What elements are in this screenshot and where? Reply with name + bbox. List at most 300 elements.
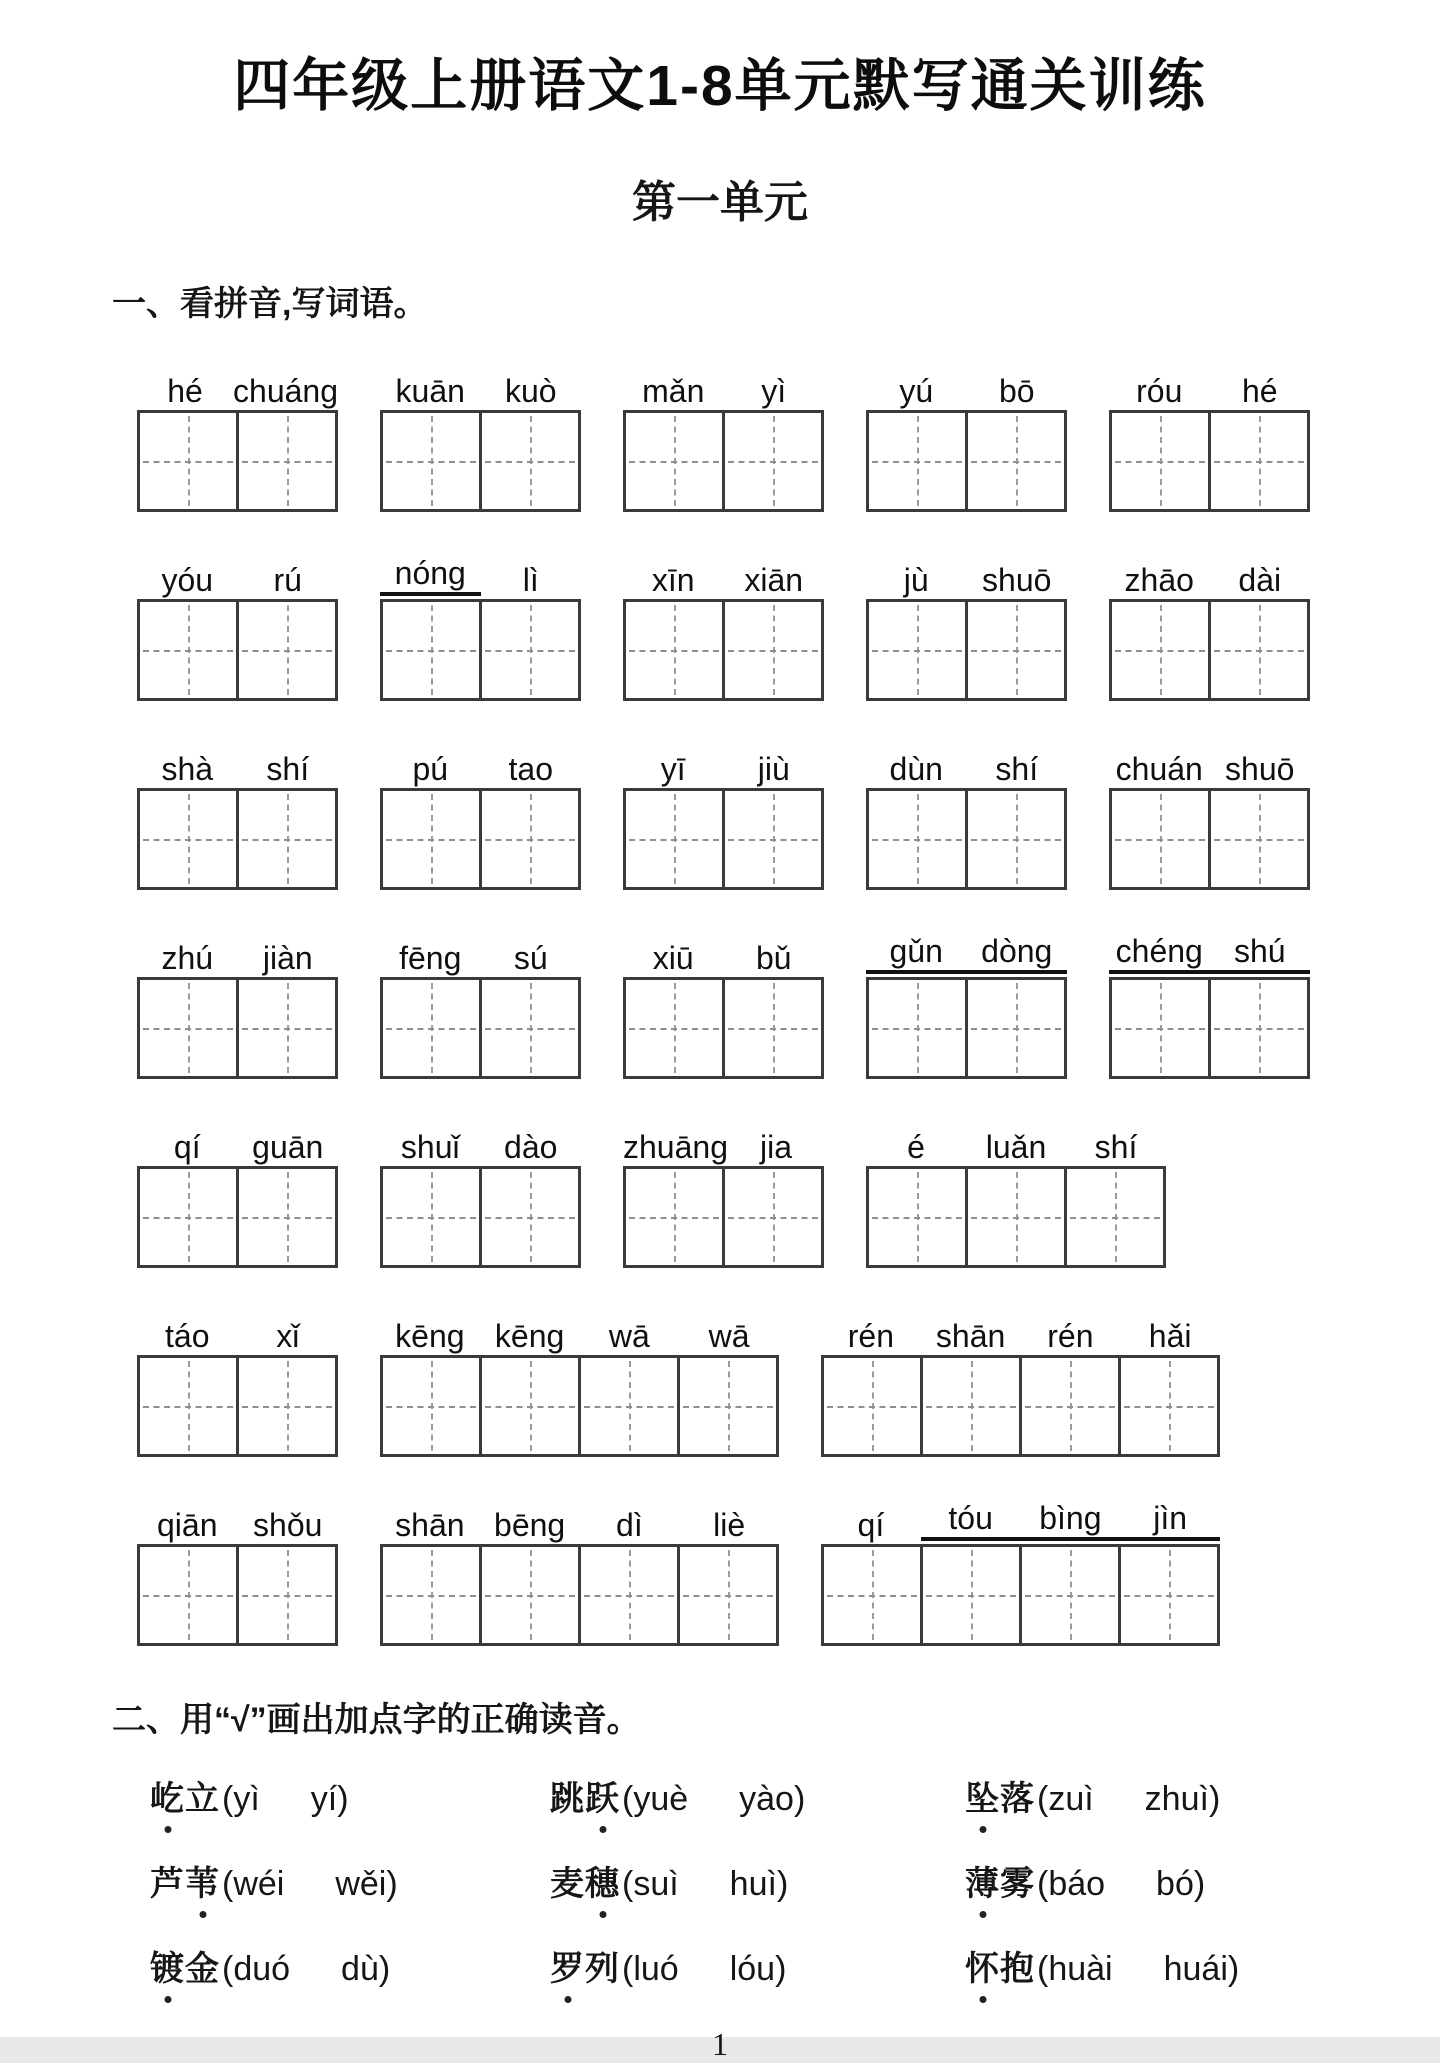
writing-box[interactable] <box>1112 791 1208 887</box>
pinyin-syllable: guān <box>252 1129 324 1165</box>
box-centerline-horizontal <box>728 839 818 841</box>
pinyin-line <box>1109 359 1310 410</box>
box-centerline-horizontal <box>1025 1595 1115 1597</box>
box-centerline-horizontal <box>872 1028 962 1030</box>
pinyin-line <box>821 1304 1220 1355</box>
pinyin-syllable: liè <box>713 1507 746 1543</box>
pinyin-syllable: yú <box>899 373 934 409</box>
box-centerline-horizontal <box>1115 839 1205 841</box>
box-centerline-horizontal <box>242 1028 332 1030</box>
dotted-character: 镀 <box>150 1941 185 1990</box>
writing-box[interactable] <box>920 1547 1019 1643</box>
pinyin-syllable: bìng <box>1021 1502 1121 1541</box>
pinyin-syllable: jù <box>903 562 929 598</box>
writing-box[interactable] <box>722 602 821 698</box>
box-centerline-horizontal <box>629 1217 719 1219</box>
box-centerline-horizontal <box>242 650 332 652</box>
pinyin-writing-grid <box>0 359 1440 1646</box>
writing-box[interactable] <box>140 980 236 1076</box>
writing-box[interactable] <box>383 1169 479 1265</box>
writing-box[interactable] <box>578 1547 677 1643</box>
word-group <box>623 1115 824 1268</box>
writing-box[interactable] <box>578 1358 677 1454</box>
pinyin-syllable: jiàn <box>262 940 313 976</box>
box-centerline-horizontal <box>386 650 476 652</box>
writing-box[interactable] <box>479 602 578 698</box>
writing-box[interactable] <box>626 413 722 509</box>
word-group <box>821 1493 1220 1646</box>
pinyin-syllable: pú <box>412 751 449 787</box>
writing-box[interactable] <box>383 980 479 1076</box>
writing-box-strip <box>380 599 581 701</box>
word-character: 跳 <box>550 1781 585 1818</box>
pinyin-syllable: rú <box>273 562 302 598</box>
pronunciation-row <box>150 1771 1440 1820</box>
box-centerline-horizontal <box>1124 1595 1214 1597</box>
pinyin-line <box>623 359 824 410</box>
pronunciation-row <box>150 1856 1440 1905</box>
pinyin-syllable: dì <box>616 1507 643 1543</box>
pinyin-syllable: shān <box>935 1318 1006 1354</box>
pinyin-line <box>137 1493 338 1544</box>
box-centerline-horizontal <box>629 839 719 841</box>
pronunciation-item <box>150 1941 550 1990</box>
word-characters <box>965 1781 1035 1818</box>
dotted-character: 屹 <box>150 1771 185 1820</box>
word-group <box>623 737 824 890</box>
word-group <box>623 359 824 512</box>
pinyin-line <box>380 1493 779 1544</box>
box-centerline-horizontal <box>386 1595 476 1597</box>
writing-box[interactable] <box>965 413 1064 509</box>
box-centerline-horizontal <box>1214 839 1304 841</box>
box-centerline-horizontal <box>242 1595 332 1597</box>
writing-box[interactable] <box>479 1169 578 1265</box>
box-centerline-horizontal <box>872 650 962 652</box>
writing-box-strip <box>866 977 1067 1079</box>
word-characters <box>550 1951 620 1988</box>
dotted-character: 跃 <box>585 1771 620 1820</box>
pinyin-syllable: shà <box>161 751 214 787</box>
box-centerline-horizontal <box>1214 650 1304 652</box>
writing-box[interactable] <box>965 980 1064 1076</box>
writing-box[interactable] <box>869 791 965 887</box>
word-group <box>380 1115 581 1268</box>
pinyin-syllable: shān <box>395 1507 465 1543</box>
writing-box[interactable] <box>383 1547 479 1643</box>
writing-box[interactable] <box>1112 980 1208 1076</box>
pinyin-syllable: xǐ <box>276 1318 300 1354</box>
word-group <box>623 548 824 701</box>
box-centerline-horizontal <box>143 650 233 652</box>
writing-box-strip <box>866 1166 1166 1268</box>
word-group <box>380 1493 779 1646</box>
pinyin-syllable: shǒu <box>253 1507 323 1543</box>
writing-box[interactable] <box>824 1358 920 1454</box>
writing-box[interactable] <box>722 413 821 509</box>
word-character: 落 <box>1000 1781 1035 1818</box>
writing-box-strip <box>866 788 1067 890</box>
pinyin-syllable: róu <box>1136 373 1183 409</box>
writing-box[interactable] <box>383 602 479 698</box>
word-group <box>137 1493 338 1646</box>
unit-subtitle: 第一单元 <box>632 178 808 227</box>
pinyin-syllable: bēng <box>494 1507 566 1543</box>
page-number: 1 <box>712 2026 728 2062</box>
pinyin-syllable: fēng <box>399 940 462 976</box>
writing-box[interactable] <box>1118 1547 1217 1643</box>
writing-box[interactable] <box>236 1547 335 1643</box>
dotted-character: 罗 <box>550 1941 585 1990</box>
writing-box[interactable] <box>722 791 821 887</box>
pinyin-syllable: dào <box>504 1129 558 1165</box>
word-group <box>137 359 338 512</box>
word-character: 抱 <box>1000 1951 1035 1988</box>
box-centerline-horizontal <box>485 1028 575 1030</box>
box-centerline-horizontal <box>1115 1028 1205 1030</box>
writing-box[interactable] <box>626 1169 722 1265</box>
pinyin-options[interactable]: (zuì zhuì) <box>1037 1780 1221 1818</box>
writing-box[interactable] <box>479 1547 578 1643</box>
pinyin-options[interactable]: (yuè yào) <box>622 1780 806 1818</box>
writing-box[interactable] <box>869 1169 965 1265</box>
box-centerline-horizontal <box>143 1217 233 1219</box>
dotted-character: 薄 <box>965 1856 1000 1905</box>
box-centerline-horizontal <box>827 1406 917 1408</box>
box-centerline-horizontal <box>971 839 1061 841</box>
writing-box[interactable] <box>479 1358 578 1454</box>
pinyin-line <box>1109 737 1310 788</box>
pinyin-line <box>137 1304 338 1355</box>
pinyin-syllable: luǎn <box>985 1129 1047 1165</box>
word-character: 列 <box>585 1951 620 1988</box>
writing-box-strip <box>380 1166 581 1268</box>
writing-box-strip <box>623 599 824 701</box>
box-centerline-horizontal <box>1124 1406 1214 1408</box>
pronunciation-grid <box>0 1771 1440 1990</box>
box-centerline-horizontal <box>386 1217 476 1219</box>
pinyin-line <box>137 1115 338 1166</box>
box-centerline-horizontal <box>683 1406 773 1408</box>
box-centerline-horizontal <box>242 1217 332 1219</box>
word-group <box>380 926 581 1079</box>
writing-box-strip <box>380 977 581 1079</box>
pinyin-syllable: tao <box>508 751 553 787</box>
writing-box[interactable] <box>140 1358 236 1454</box>
pinyin-options[interactable]: (wéi wěi) <box>222 1865 398 1903</box>
section1-heading: 一、看拼音,写词语。 <box>112 285 428 323</box>
pinyin-syllable: qí <box>857 1507 885 1543</box>
pinyin-syllable: kuān <box>395 373 465 409</box>
pinyin-syllable: shuǐ <box>400 1129 460 1165</box>
pinyin-line <box>137 359 338 410</box>
writing-box-strip <box>623 1166 824 1268</box>
box-centerline-horizontal <box>143 1406 233 1408</box>
writing-box-strip <box>137 599 338 701</box>
pronunciation-item <box>965 1856 1205 1905</box>
writing-box[interactable] <box>479 980 578 1076</box>
word-characters <box>150 1866 220 1903</box>
writing-box-strip <box>137 788 338 890</box>
writing-box[interactable] <box>869 602 965 698</box>
pinyin-syllable: shí <box>995 751 1039 787</box>
word-group <box>137 548 338 701</box>
writing-box[interactable] <box>236 1169 335 1265</box>
writing-box-strip <box>137 1166 338 1268</box>
pinyin-syllable: sú <box>513 940 548 976</box>
box-centerline-horizontal <box>971 1028 1061 1030</box>
box-centerline-horizontal <box>728 1217 818 1219</box>
pinyin-syllable: shí <box>266 751 310 787</box>
box-centerline-horizontal <box>629 1028 719 1030</box>
writing-box[interactable] <box>965 602 1064 698</box>
writing-box[interactable] <box>626 602 722 698</box>
pinyin-syllable: xīn <box>651 562 695 598</box>
writing-box[interactable] <box>1019 1547 1118 1643</box>
box-centerline-horizontal <box>386 461 476 463</box>
word-group <box>821 1304 1220 1457</box>
box-centerline-horizontal <box>971 461 1061 463</box>
pinyin-syllable: shuō <box>982 562 1052 598</box>
pinyin-syllable: yī <box>660 751 686 787</box>
writing-box[interactable] <box>383 413 479 509</box>
pinyin-syllable: kuò <box>504 373 557 409</box>
pronunciation-item <box>965 1941 1239 1990</box>
page-title: 四年级上册语文1-8单元默写通关训练 <box>233 54 1207 118</box>
word-character: 金 <box>185 1951 220 1988</box>
writing-box[interactable] <box>1064 1169 1163 1265</box>
word-characters <box>965 1951 1035 1988</box>
writing-box[interactable] <box>920 1358 1019 1454</box>
pinyin-syllable: qí <box>173 1129 201 1165</box>
box-centerline-horizontal <box>1214 461 1304 463</box>
pinyin-line <box>866 737 1067 788</box>
pinyin-line <box>866 926 1067 977</box>
writing-box[interactable] <box>824 1547 920 1643</box>
pinyin-syllable: tóu <box>921 1502 1021 1541</box>
box-centerline-horizontal <box>485 839 575 841</box>
pinyin-syllable: kēng <box>395 1318 465 1354</box>
pinyin-syllable: jìn <box>1120 1502 1220 1541</box>
pinyin-line <box>1109 548 1310 599</box>
writing-box[interactable] <box>1208 980 1307 1076</box>
pinyin-syllable: wā <box>608 1318 650 1354</box>
pronunciation-item <box>965 1771 1220 1820</box>
pinyin-options[interactable]: (báo bó) <box>1037 1865 1206 1903</box>
pinyin-syllable: nóng <box>380 557 481 596</box>
pinyin-options[interactable]: (duó dù) <box>222 1950 391 1988</box>
writing-box[interactable] <box>1208 791 1307 887</box>
writing-box-strip <box>137 1544 338 1646</box>
box-centerline-horizontal <box>143 461 233 463</box>
pinyin-syllable: zhú <box>161 940 214 976</box>
word-group <box>137 737 338 890</box>
dotted-character: 穗 <box>585 1856 620 1905</box>
pinyin-syllable: hé <box>1241 373 1278 409</box>
pinyin-syllable: wā <box>708 1318 750 1354</box>
box-centerline-horizontal <box>386 839 476 841</box>
writing-box[interactable] <box>140 1547 236 1643</box>
writing-box-strip <box>137 977 338 1079</box>
word-characters <box>550 1866 620 1903</box>
pinyin-options[interactable]: (suì huì) <box>622 1865 789 1903</box>
box-centerline-horizontal <box>1214 1028 1304 1030</box>
pinyin-row <box>137 737 1440 890</box>
writing-box[interactable] <box>236 791 335 887</box>
pinyin-line <box>623 926 824 977</box>
word-group <box>866 359 1067 512</box>
pinyin-line <box>137 926 338 977</box>
word-group <box>380 1304 779 1457</box>
writing-box-strip <box>137 410 338 512</box>
writing-box[interactable] <box>140 791 236 887</box>
pinyin-syllable: hé <box>167 373 203 409</box>
pinyin-line <box>821 1493 1220 1544</box>
word-group <box>1109 926 1310 1079</box>
pinyin-line <box>380 1115 581 1166</box>
pinyin-line <box>623 548 824 599</box>
pinyin-options[interactable]: (luó lóu) <box>622 1950 787 1988</box>
writing-box-strip <box>380 788 581 890</box>
box-centerline-horizontal <box>242 461 332 463</box>
writing-box-strip <box>866 410 1067 512</box>
pinyin-line <box>137 548 338 599</box>
box-centerline-horizontal <box>1115 650 1205 652</box>
pinyin-line <box>137 737 338 788</box>
writing-box[interactable] <box>965 791 1064 887</box>
box-centerline-horizontal <box>143 839 233 841</box>
box-centerline-horizontal <box>683 1595 773 1597</box>
writing-box[interactable] <box>140 1169 236 1265</box>
writing-box-strip <box>1109 410 1310 512</box>
writing-box[interactable] <box>626 791 722 887</box>
pinyin-syllable: shú <box>1210 935 1311 974</box>
writing-box-strip <box>623 410 824 512</box>
box-centerline-horizontal <box>485 461 575 463</box>
pinyin-syllable: chuáng <box>233 373 338 409</box>
pronunciation-row <box>150 1941 1440 1990</box>
writing-box[interactable] <box>869 980 965 1076</box>
pronunciation-item <box>550 1856 965 1905</box>
writing-box-strip <box>1109 788 1310 890</box>
box-centerline-horizontal <box>485 1595 575 1597</box>
writing-box[interactable] <box>140 413 236 509</box>
word-group <box>380 548 581 701</box>
writing-box[interactable] <box>1112 602 1208 698</box>
writing-box-strip <box>380 1544 779 1646</box>
box-centerline-horizontal <box>386 1406 476 1408</box>
pinyin-syllable: mǎn <box>642 373 705 409</box>
box-centerline-horizontal <box>926 1595 1016 1597</box>
box-centerline-horizontal <box>485 1217 575 1219</box>
writing-box[interactable] <box>869 413 965 509</box>
writing-box[interactable] <box>677 1358 776 1454</box>
pinyin-syllable: táo <box>165 1318 210 1354</box>
writing-box[interactable] <box>236 1358 335 1454</box>
box-centerline-horizontal <box>584 1406 674 1408</box>
pinyin-syllable: yì <box>761 373 787 409</box>
writing-box[interactable] <box>140 602 236 698</box>
box-centerline-horizontal <box>728 461 818 463</box>
pinyin-options[interactable]: (yì yí) <box>222 1780 349 1818</box>
writing-box-strip <box>623 788 824 890</box>
pinyin-syllable: hǎi <box>1148 1318 1192 1354</box>
pinyin-syllable: xiū <box>652 940 694 976</box>
pronunciation-item <box>550 1941 965 1990</box>
pinyin-row <box>137 1115 1440 1268</box>
word-group <box>1109 737 1310 890</box>
writing-box[interactable] <box>479 413 578 509</box>
pinyin-line <box>1109 926 1310 977</box>
pinyin-syllable: é <box>907 1129 925 1165</box>
pinyin-row <box>137 548 1440 701</box>
pinyin-syllable: kēng <box>494 1318 565 1354</box>
writing-box[interactable] <box>722 1169 821 1265</box>
word-character: 麦 <box>550 1866 585 1903</box>
word-group <box>1109 548 1310 701</box>
pinyin-line <box>380 1304 779 1355</box>
writing-box[interactable] <box>722 980 821 1076</box>
writing-box[interactable] <box>1112 413 1208 509</box>
writing-box[interactable] <box>677 1547 776 1643</box>
pinyin-line <box>623 1115 824 1166</box>
word-character: 立 <box>185 1781 220 1818</box>
pinyin-line <box>866 1115 1166 1166</box>
writing-box[interactable] <box>479 791 578 887</box>
writing-box[interactable] <box>1019 1358 1118 1454</box>
writing-box[interactable] <box>1118 1358 1217 1454</box>
writing-box[interactable] <box>626 980 722 1076</box>
box-centerline-horizontal <box>872 839 962 841</box>
box-centerline-horizontal <box>242 1406 332 1408</box>
box-centerline-horizontal <box>242 839 332 841</box>
writing-box[interactable] <box>1208 602 1307 698</box>
writing-box[interactable] <box>1208 413 1307 509</box>
box-centerline-horizontal <box>728 650 818 652</box>
word-group <box>380 359 581 512</box>
box-centerline-horizontal <box>143 1028 233 1030</box>
pronunciation-item <box>550 1771 965 1820</box>
word-group <box>623 926 824 1079</box>
pinyin-syllable: shuō <box>1225 751 1295 787</box>
box-centerline-horizontal <box>872 461 962 463</box>
writing-box[interactable] <box>236 413 335 509</box>
writing-box[interactable] <box>965 1169 1064 1265</box>
section2-heading: 二、用“√”画出加点字的正确读音。 <box>112 1701 641 1739</box>
writing-box-strip <box>623 977 824 1079</box>
writing-box[interactable] <box>383 1358 479 1454</box>
word-group <box>866 737 1067 890</box>
pinyin-syllable: gǔn <box>866 935 967 974</box>
pronunciation-item <box>150 1771 550 1820</box>
writing-box[interactable] <box>383 791 479 887</box>
dotted-character: 苇 <box>185 1856 220 1905</box>
writing-box-strip <box>380 410 581 512</box>
pinyin-syllable: zhuāng <box>623 1129 728 1165</box>
writing-box-strip <box>1109 599 1310 701</box>
writing-box[interactable] <box>236 602 335 698</box>
writing-box[interactable] <box>236 980 335 1076</box>
pinyin-options[interactable]: (huài huái) <box>1037 1950 1240 1988</box>
word-group <box>1109 359 1310 512</box>
pinyin-line <box>380 548 581 599</box>
pinyin-syllable: shí <box>1094 1129 1138 1165</box>
box-centerline-horizontal <box>143 1595 233 1597</box>
pinyin-row <box>137 359 1440 512</box>
box-centerline-horizontal <box>1115 461 1205 463</box>
box-centerline-horizontal <box>629 650 719 652</box>
pinyin-syllable: lì <box>522 562 539 598</box>
